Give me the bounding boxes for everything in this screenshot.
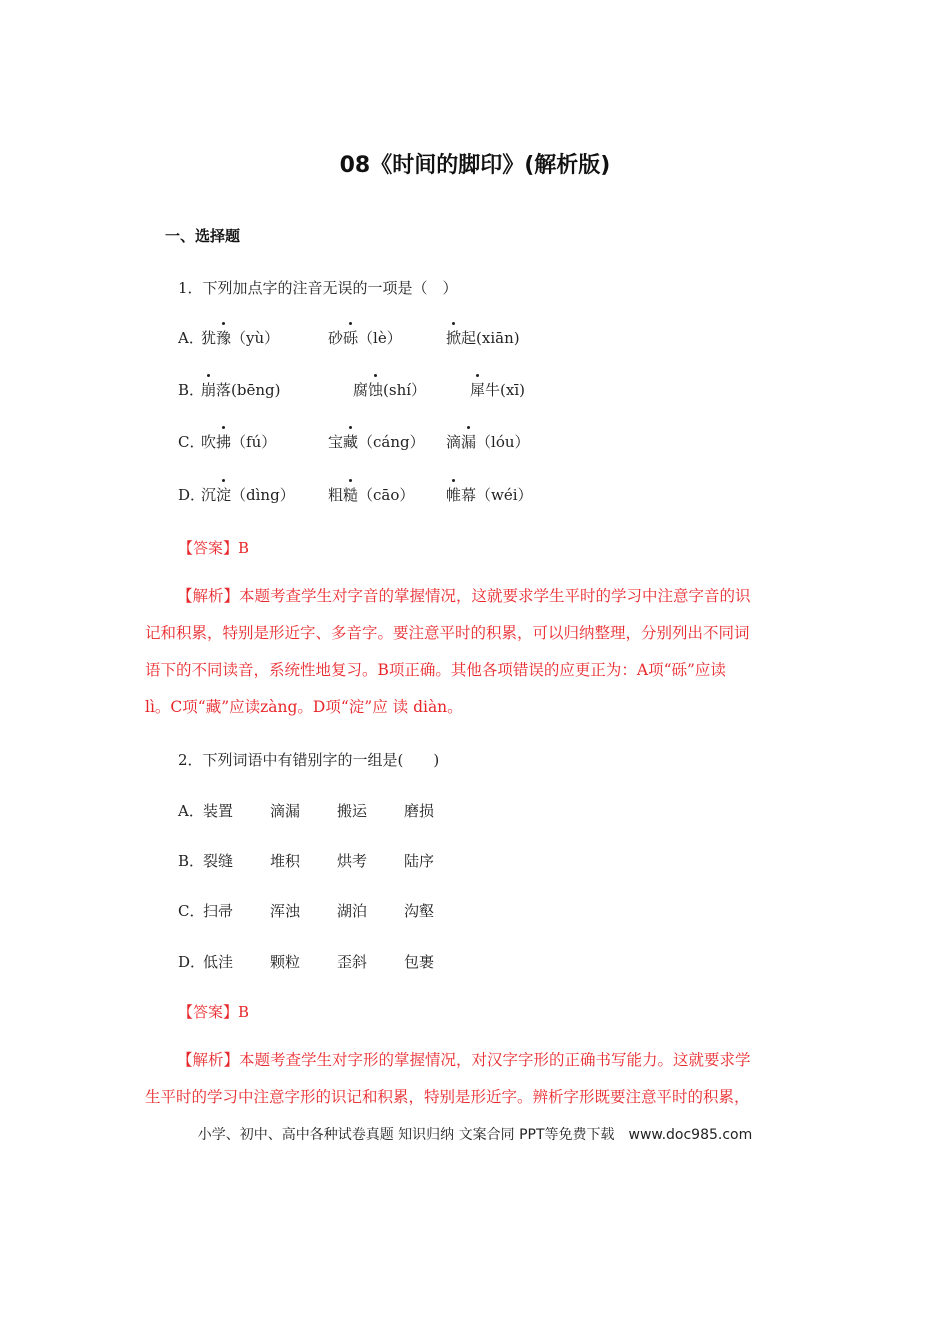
option-item <box>470 379 525 400</box>
option-label: C． <box>178 902 205 920</box>
pinyin-text: （cáng） <box>358 433 425 451</box>
dotted-character: 漏 <box>461 433 477 451</box>
dotted-character: 掀 <box>446 329 462 347</box>
page-title: 08《时间的脚印》(解析版) <box>339 153 611 178</box>
option-item <box>446 484 533 505</box>
page-footer: 小学、初中、高中各种试卷真题 知识归纳 文案合同 PPT等免费下载 www.doc985.com <box>197 1127 753 1143</box>
analysis-line: lì。C项“藏”应读zàng。D项“淀”应 读 diàn。 <box>145 698 463 716</box>
word-text: 起 <box>461 329 477 347</box>
word-text: 落 <box>216 381 232 399</box>
section-heading: 一、选择题 <box>165 227 241 245</box>
option-word: 陆序 <box>404 852 435 870</box>
option-word: 滴漏 <box>270 802 301 820</box>
option-word: 扫帚 <box>203 902 234 920</box>
word-text: 牛 <box>485 381 501 399</box>
word-text: 吹 <box>201 433 217 451</box>
option-word: 磨损 <box>404 802 435 820</box>
question-2-analysis <box>145 1042 805 1116</box>
dotted-character: 淀 <box>216 486 232 504</box>
option-item <box>201 484 295 505</box>
pinyin-text: (xiān) <box>476 329 520 347</box>
word-text: 滴 <box>446 433 462 451</box>
option-label: B． <box>178 381 205 399</box>
option-item <box>328 327 402 348</box>
analysis-line: 本题考查学生对字形的掌握情况，对汉字字形的正确书写能力。这就要求学 <box>239 1051 751 1069</box>
word-text: 砂 <box>328 329 344 347</box>
option-word: 沟壑 <box>404 902 435 920</box>
option-item <box>328 484 414 505</box>
question-1-analysis <box>145 578 805 726</box>
pinyin-text: （dìng） <box>231 486 295 504</box>
option-label: C． <box>178 433 205 451</box>
word-text: 幕 <box>461 486 477 504</box>
word-text: 粗 <box>328 486 344 504</box>
analysis-line: 生平时的学习中注意字形的识记和积累，特别是形近字。辨析字形既要注意平时的积累， <box>145 1088 750 1106</box>
pinyin-text: (bēng) <box>231 381 281 399</box>
dotted-character: 蚀 <box>368 381 384 399</box>
pinyin-text: （fú） <box>231 433 277 451</box>
dotted-character: 崩 <box>201 381 217 399</box>
option-word: 搬运 <box>337 802 368 820</box>
word-text: 腐 <box>353 381 369 399</box>
dotted-character: 藏 <box>343 433 359 451</box>
option-word: 歪斜 <box>337 953 368 971</box>
pinyin-text: （yù） <box>231 329 280 347</box>
option-word: 低洼 <box>203 953 234 971</box>
option-item <box>353 379 426 400</box>
pinyin-text: （cāo） <box>358 486 415 504</box>
word-text: 犹 <box>201 329 217 347</box>
analysis-line: 记和积累，特别是形近字、多音字。要注意平时的积累，可以归纳整理，分别列出不同词 <box>145 624 750 642</box>
pinyin-text: （wéi） <box>476 486 533 504</box>
option-label: A． <box>178 329 204 347</box>
option-word: 堆积 <box>270 852 301 870</box>
pinyin-text: (xī) <box>500 381 525 399</box>
dotted-character: 砾 <box>343 329 359 347</box>
analysis-label: 【解析】 <box>177 1051 240 1069</box>
dotted-character: 犀 <box>470 381 486 399</box>
dotted-character: 拂 <box>216 433 232 451</box>
dotted-character: 糙 <box>343 486 359 504</box>
word-text: 沉 <box>201 486 217 504</box>
option-word: 湖泊 <box>337 902 368 920</box>
analysis-label: 【解析】 <box>177 587 240 605</box>
option-word: 浑浊 <box>270 902 301 920</box>
analysis-line: 本题考查学生对字音的掌握情况，这就要求学生平时的学习中注意字音的识 <box>239 587 751 605</box>
option-item <box>328 431 425 452</box>
question-2-stem: 2．下列词语中有错别字的一组是( ) <box>178 751 440 769</box>
pinyin-text: （lè） <box>358 329 402 347</box>
option-label: D． <box>178 953 206 971</box>
analysis-line: 语下的不同读音，系统性地复习。B项正确。其他各项错误的应更正为：A项“砾”应读 <box>145 661 726 679</box>
option-item <box>201 431 276 452</box>
option-label: A． <box>178 802 204 820</box>
option-word: 装置 <box>203 802 234 820</box>
dotted-character: 豫 <box>216 329 232 347</box>
option-label: B． <box>178 852 205 870</box>
word-text: 宝 <box>328 433 344 451</box>
option-word: 颗粒 <box>270 953 301 971</box>
option-word: 裂缝 <box>203 852 234 870</box>
pinyin-text: (shí） <box>383 381 427 399</box>
option-word: 烘考 <box>337 852 368 870</box>
option-label: D． <box>178 486 206 504</box>
option-word: 包裹 <box>404 953 435 971</box>
question-1-answer: 【答案】B <box>178 539 250 557</box>
option-item <box>201 327 279 348</box>
option-item <box>446 327 520 348</box>
pinyin-text: （lóu） <box>476 433 530 451</box>
dotted-character: 帷 <box>446 486 462 504</box>
option-item <box>446 431 530 452</box>
question-2-answer: 【答案】B <box>178 1003 250 1021</box>
question-1-stem: 1．下列加点字的注音无误的一项是（ ） <box>178 279 458 297</box>
option-item <box>201 379 280 400</box>
